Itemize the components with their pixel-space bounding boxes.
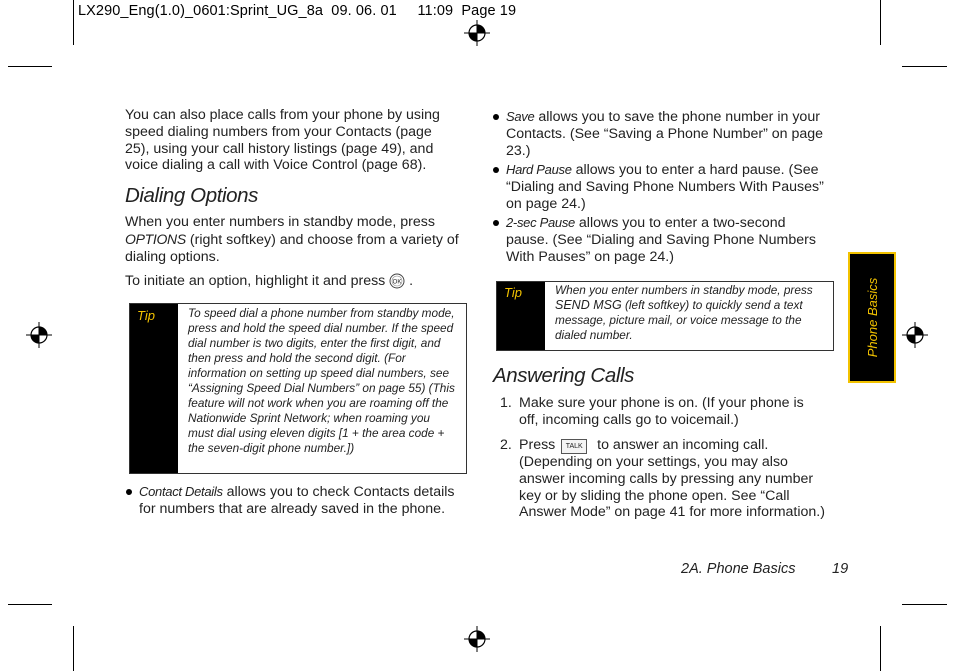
- softkey-label: OPTIONS: [125, 230, 186, 247]
- ok-key-label: OK: [392, 279, 402, 286]
- step-number: 1.: [500, 395, 512, 411]
- tip-text: [545, 282, 833, 350]
- section-heading-answering-calls: Answering Calls: [493, 364, 634, 387]
- tip-box: [129, 303, 467, 474]
- crop-mark: [902, 66, 947, 67]
- bullet-save: [506, 109, 841, 159]
- step-number: 2.: [500, 437, 512, 453]
- side-tab-label: Phone Basics: [864, 277, 880, 358]
- tip-label: Tip: [130, 304, 178, 473]
- tip-text-part: (left softkey) to quickly send a text message, picture mail, or voice message to the dialed number.: [555, 298, 803, 342]
- crop-mark: [73, 626, 74, 671]
- bullet-dot: [493, 220, 499, 226]
- talk-key-icon: [561, 439, 587, 454]
- bullet-text: allows you to enter a hard pause. (See “Dialing and Saving Phone Numbers With Pauses” on page 24.): [506, 162, 824, 212]
- ok-key-icon: [389, 273, 405, 289]
- registration-mark-icon: [902, 322, 928, 348]
- bullet-text: allows you to save the phone number in your Contacts. (See “Saving a Phone Number” on page 23.): [506, 109, 824, 159]
- initiate-paragraph: [125, 273, 460, 290]
- tip-text: To speed dial a phone number from standby mode, press and hold the speed dial number. If the speed dial number is two digits, enter the first digit, and then press and hold the second digit. (For information on setting up speed dial numbers, see “Assigning Speed Dial Numbers” on page 55) (This feature will not work when you are roaming off the Nationwide Sprint Network; when roaming you must dial using eleven digits [1 + the area code + the seven-digit phone number.]): [188, 306, 455, 455]
- print-slug: LX290_Eng(1.0)_0601:Sprint_UG_8a 09. 06. 01 11:09 Page 19: [78, 3, 517, 19]
- crop-mark: [880, 626, 881, 671]
- page-number: 19: [832, 561, 849, 577]
- bullet-dot: [126, 489, 132, 495]
- registration-mark-icon: [464, 20, 490, 46]
- crop-mark: [8, 66, 52, 67]
- tip-box: [496, 281, 834, 351]
- crop-mark: [880, 0, 881, 45]
- section-side-tab: [848, 252, 896, 383]
- bullet-text: allows you to check Contacts details for numbers that are already saved in the phone.: [139, 484, 455, 517]
- paragraph-text: .: [405, 273, 414, 289]
- footer-section-name: 2A. Phone Basics: [681, 561, 796, 577]
- bullet-text: allows you to enter a two-second pause. (See “Dialing and Saving Phone Numbers With Pauses” on page 24.): [506, 215, 816, 265]
- bullet-term: Save: [506, 109, 535, 124]
- bullet-term: Contact Details: [139, 484, 223, 499]
- registration-mark-icon: [26, 322, 52, 348]
- crop-mark: [73, 0, 74, 45]
- bullet-dot: [493, 114, 499, 120]
- step-1-text: Make sure your phone is on. (If your phone is off, incoming calls go to voicemail.): [519, 395, 804, 428]
- bullet-dot: [493, 167, 499, 173]
- tip-label: Tip: [497, 282, 545, 350]
- softkey-label: SEND MSG: [555, 298, 622, 312]
- bullet-hard-pause: [506, 162, 841, 212]
- step-2-text: [519, 437, 837, 521]
- talk-key-label: TALK: [565, 443, 583, 450]
- section-heading-dialing-options: Dialing Options: [125, 184, 259, 207]
- bullet-contact-details: [139, 484, 474, 518]
- bullet-term: 2-sec Pause: [506, 215, 575, 230]
- bullet-term: Hard Pause: [506, 162, 572, 177]
- step-text: Press: [519, 437, 560, 453]
- registration-mark-icon: [464, 626, 490, 652]
- bullet-2-sec-pause: [506, 215, 831, 265]
- paragraph-text: When you enter numbers in standby mode, press: [125, 214, 435, 230]
- step-text: to answer an incoming call. (Depending on your settings, you may also answer incoming calls by pressing any number key or by sliding the phone open. See “Call Answer Mode” on page 41 for more information.): [519, 437, 825, 521]
- paragraph-text: (right softkey) and choose from a variety of dialing options.: [125, 231, 459, 265]
- tip-text-part: When you enter numbers in standby mode, press: [555, 283, 813, 297]
- crop-mark: [8, 604, 52, 605]
- paragraph-text: To initiate an option, highlight it and press: [125, 273, 390, 289]
- options-paragraph: [125, 214, 460, 265]
- intro-paragraph: You can also place calls from your phone by using speed dialing numbers from your Contacts (page 25), using your call history listings (page 49), and voice dialing a call with Voice Control (page 68).: [125, 107, 440, 174]
- crop-mark: [902, 604, 947, 605]
